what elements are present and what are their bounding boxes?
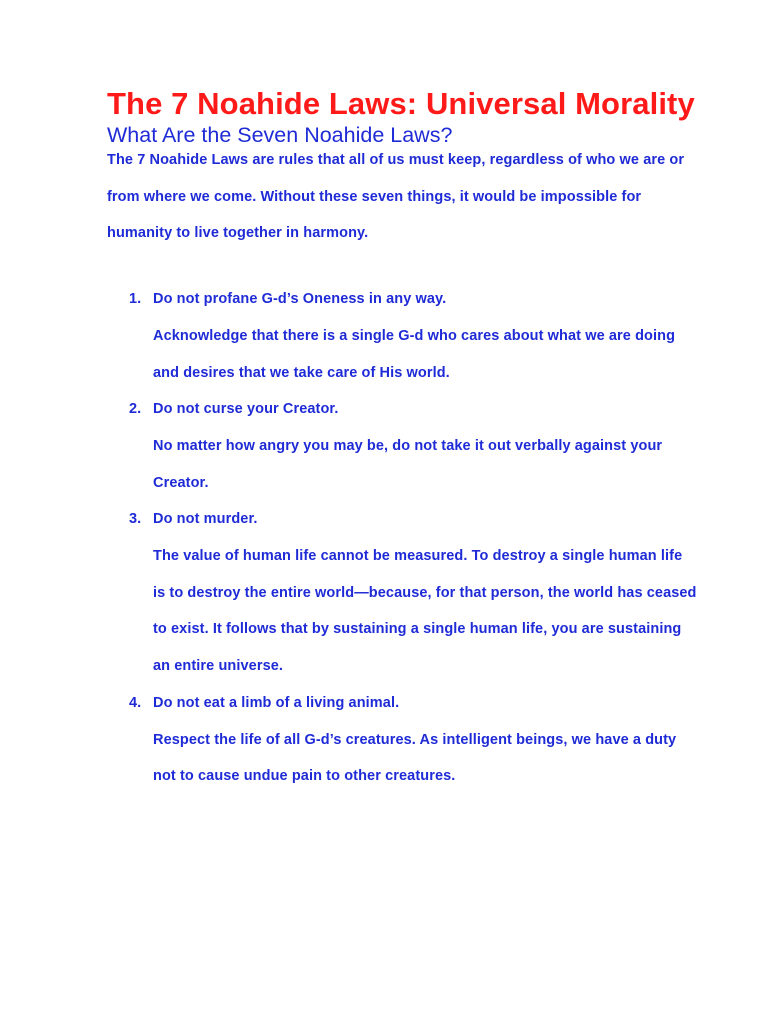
law-item-3 [107, 501, 698, 685]
law-item-1 [107, 281, 698, 391]
document-title: The 7 Noahide Laws: Universal Morality [107, 86, 695, 121]
law-explanation: No matter how angry you may be, do not take it out verbally against your Creator. [153, 437, 663, 491]
law-rule: Do not eat a limb of a living animal. [153, 694, 400, 711]
law-number: 1. [129, 291, 142, 308]
law-explanation: Acknowledge that there is a single G-d who cares about what we are doing and desires that we take care of His world. [153, 327, 676, 381]
law-rule: Do not curse your Creator. [153, 401, 339, 418]
law-number: 2. [129, 401, 142, 418]
laws-list [107, 281, 698, 795]
document-subtitle: What Are the Seven Noahide Laws? [107, 123, 453, 147]
law-rule: Do not profane G-d’s Oneness in any way. [153, 291, 447, 308]
law-number: 4. [129, 694, 142, 711]
law-item-4 [107, 685, 698, 795]
law-explanation: Respect the life of all G-d’s creatures. As intelligent beings, we have a duty not to cause undue pain to other creatures. [153, 731, 677, 785]
law-item-2 [107, 391, 698, 501]
intro-paragraph: The 7 Noahide Laws are rules that all of us must keep, regardless of who we are or from where we come. Without these seven things, it would be impossible for humanity to live together in harmony. [107, 152, 685, 242]
law-number: 3. [129, 511, 142, 528]
law-explanation: The value of human life cannot be measured. To destroy a single human life is to destroy the entire world—because, for that person, the world has ceased to exist. It follows that by sustaining a single human life, you are sustaining an entire universe. [153, 548, 697, 675]
law-rule: Do not murder. [153, 511, 258, 528]
